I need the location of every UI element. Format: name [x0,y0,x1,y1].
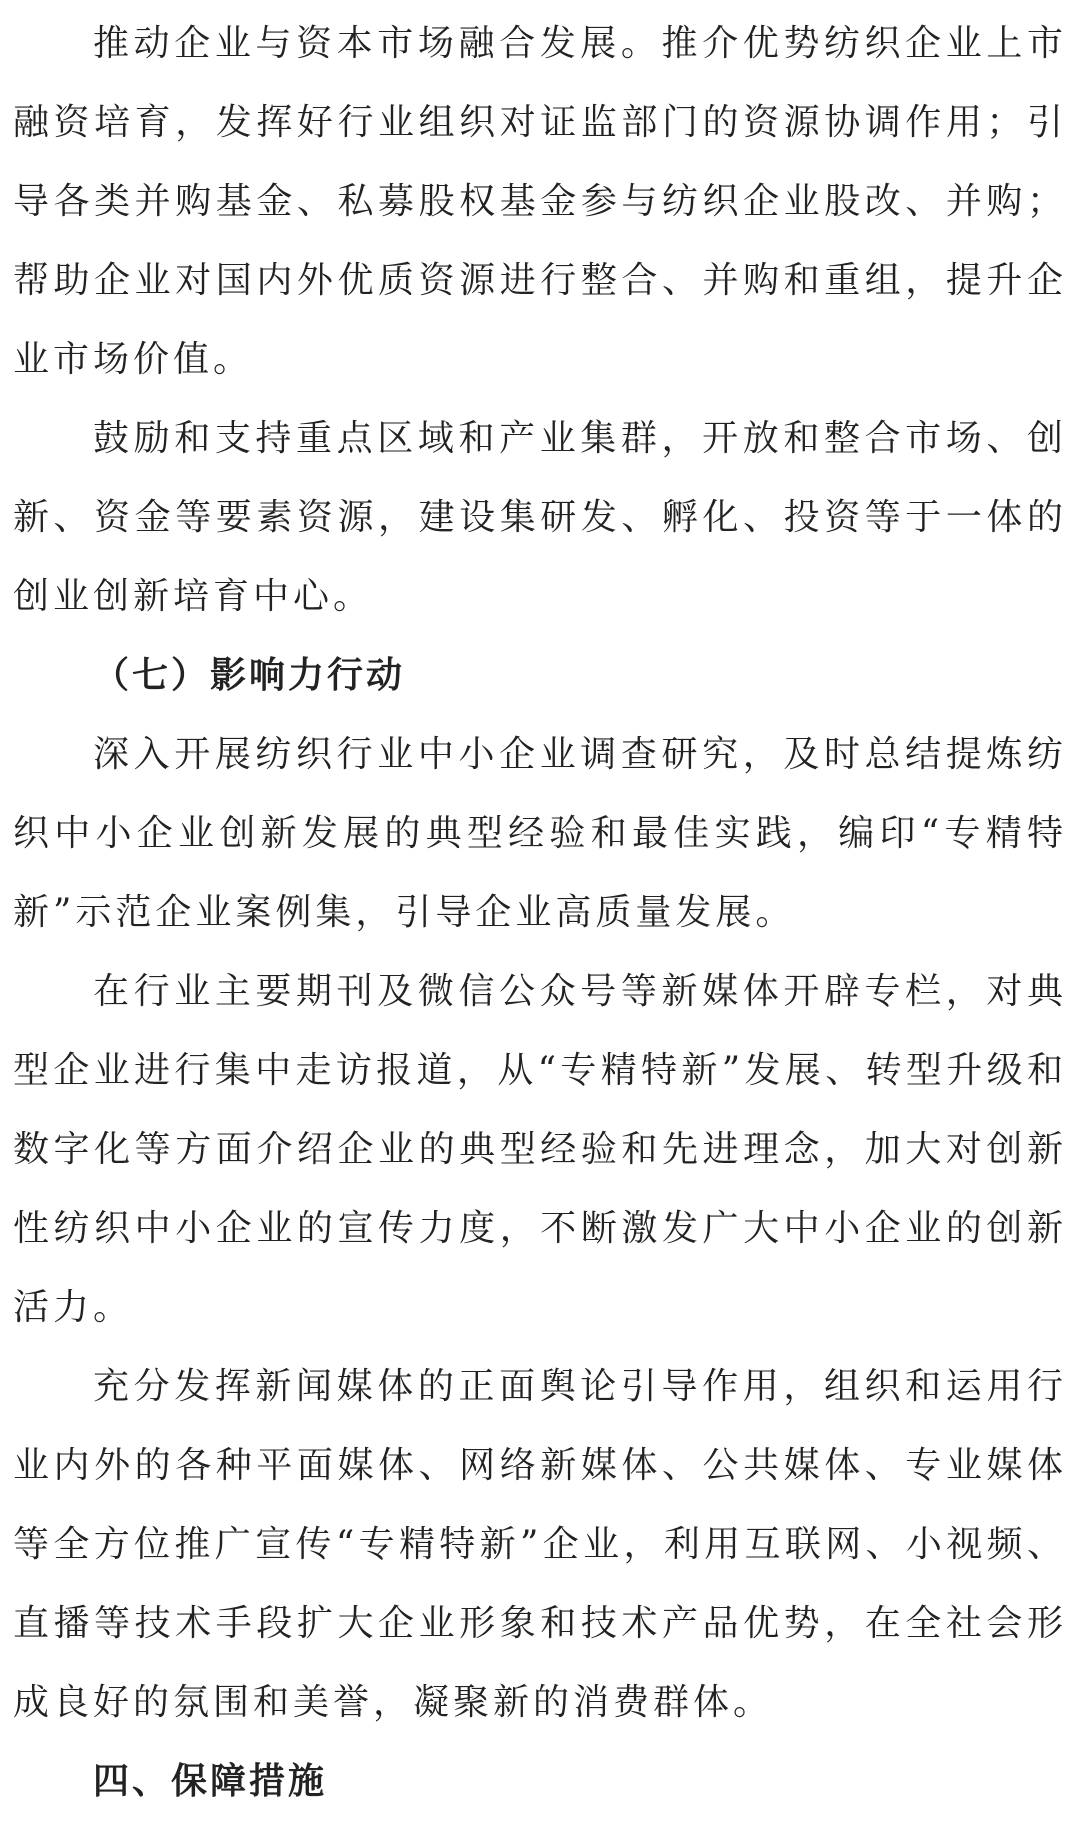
paragraph-capital-market: 推动企业与资本市场融合发展。推介优势纺织企业上市融资培育，发挥好行业组织对证监部门的资源协调作用；引导各类并购基金、私募股权基金参与纺织企业股改、并购；帮助企业对国内外优质资源进行整合、并购和重组，提升企业市场价值。 [13,23,1067,380]
paragraph-media-columns: 在行业主要期刊及微信公众号等新媒体开辟专栏，对典型企业进行集中走访报道，从“专精特新”发展、转型升级和数字化等方面介绍企业的典型经验和先进理念，加大对创新性纺织中小企业的宣传力度，不断激发广大中小企业的创新活力。 [13,971,1067,1328]
section-heading: （七）影响力行动 [93,655,406,696]
paragraph-news-media: 充分发挥新闻媒体的正面舆论引导作用，组织和运用行业内外的各种平面媒体、网络新媒体、公共媒体、专业媒体等全方位推广宣传“专精特新”企业，利用互联网、小视频、直播等技术手段扩大企业形象和技术产品优势，在全社会形成良好的氛围和美誉，凝聚新的消费群体。 [13,1366,1067,1723]
paragraph-innovation-center: 鼓励和支持重点区域和产业集群，开放和整合市场、创新、资金等要素资源，建设集研发、孵化、投资等于一体的创业创新培育中心。 [13,418,1067,617]
paragraph-research: 深入开展纺织行业中小企业调查研究，及时总结提炼纺织中小企业创新发展的典型经验和最佳实践，编印“专精特新”示范企业案例集，引导企业高质量发展。 [13,734,1067,933]
chapter-heading: 四、保障措施 [93,1761,328,1802]
